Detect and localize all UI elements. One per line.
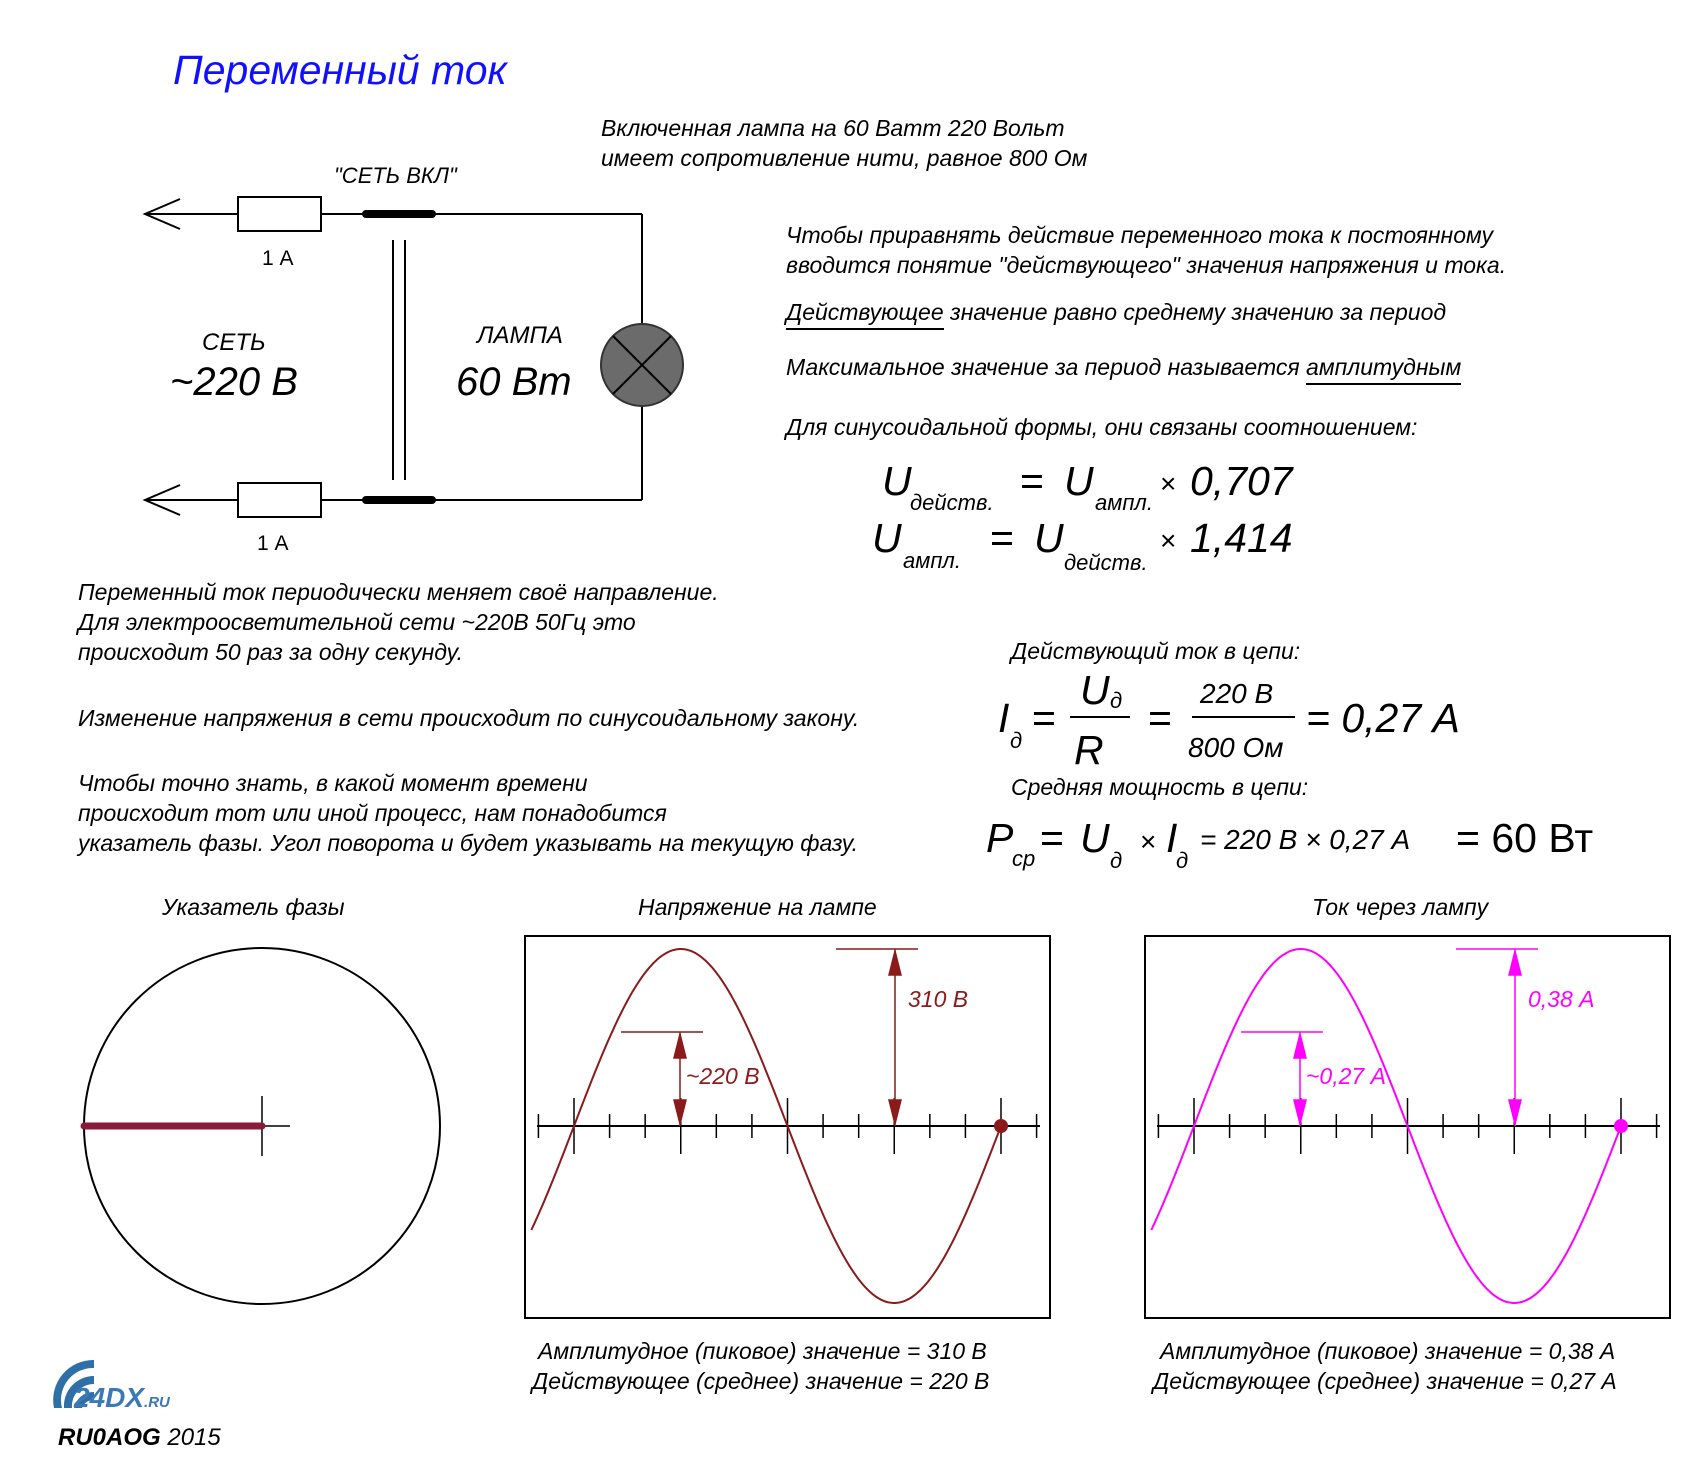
current-caption1: Амплитудное (пиковое) значение = 0,38 А <box>1160 1338 1616 1364</box>
current-den: 800 Ом <box>1188 732 1284 763</box>
current-r: R <box>1074 727 1104 773</box>
author-line <box>58 1426 221 1450</box>
ac-line7: указатель фазы. Угол поворота и будет указывать на текущую фазу. <box>78 830 859 856</box>
power-u-sub: д <box>1110 848 1123 873</box>
page-title: Переменный ток <box>173 47 507 93</box>
power-times: × <box>1140 826 1157 857</box>
fuse-top-label: 1 А <box>262 247 294 270</box>
logo-name: 24DX <box>74 1382 145 1413</box>
power-i: I <box>1166 815 1178 861</box>
fuse-bottom-label: 1 А <box>257 532 289 555</box>
formula2-times: × <box>1160 525 1177 556</box>
ac-line6: происходит тот или иной процесс, нам понадобится <box>78 800 667 826</box>
voltage-amp-label: 310 В <box>908 986 969 1012</box>
formula2-u: U <box>872 515 902 561</box>
voltage-chart-title: Напряжение на лампе <box>638 894 877 920</box>
formula1-times: × <box>1160 468 1177 499</box>
formula1-eq: = <box>1020 458 1044 504</box>
author-callsign: RU0AOG <box>58 1424 161 1451</box>
formula1-sub-amp: ампл. <box>1095 490 1153 515</box>
voltage-rms-label: ~220 В <box>686 1063 760 1089</box>
current-label: Действующий ток в цепи: <box>1011 638 1301 664</box>
current-i-sub: д <box>1010 728 1023 753</box>
power-label: Средняя мощность в цепи: <box>1011 774 1309 800</box>
current-amp-label: 0,38 А <box>1528 986 1595 1012</box>
effective-line2: вводится понятие "действующего" значения напряжения и тока. <box>786 252 1507 278</box>
formula1-sub-eff: действ. <box>910 490 994 515</box>
power-p-sub: ср <box>1012 846 1036 871</box>
current-u: U <box>1080 667 1110 713</box>
current-chart-title: Ток через лампу <box>1312 894 1489 920</box>
switch-label: "СЕТЬ ВКЛ" <box>334 163 457 188</box>
power-p: P <box>986 815 1014 861</box>
current-u-sub: д <box>1110 688 1123 713</box>
voltage-caption1: Амплитудное (пиковое) значение = 310 В <box>538 1338 987 1364</box>
formula2-sub-eff: действ. <box>1064 550 1148 575</box>
ac-line2: Для электроосветительной сети ~220В 50Гц это <box>78 609 636 635</box>
logo-domain: .RU <box>144 1394 170 1411</box>
mains-label: СЕТЬ <box>202 329 266 356</box>
voltage-caption2: Действующее (среднее) значение = 220 В <box>532 1368 990 1394</box>
formula2-sub-amp: ампл. <box>903 548 961 573</box>
ac-line4: Изменение напряжения в сети происходит по синусоидальному закону. <box>78 705 860 731</box>
ac-line1: Переменный ток периодически меняет своё направление. <box>78 579 719 605</box>
formula1-k: 0,707 <box>1190 458 1293 504</box>
power-u: U <box>1080 815 1110 861</box>
formula2-k: 1,414 <box>1190 515 1293 561</box>
sin-relation-text: Для синусоидальной формы, они связаны соотношением: <box>786 414 1418 440</box>
mains-voltage: ~220 В <box>170 360 298 404</box>
logo-text <box>74 1384 170 1412</box>
formula2-u2: U <box>1034 515 1064 561</box>
lamp-label: ЛАМПА <box>477 322 563 349</box>
intro-line2: имеет сопротивление нити, равное 800 Ом <box>601 145 1088 171</box>
formula2-eq: = <box>990 515 1014 561</box>
effective-line1: Чтобы приравнять действие переменного тока к постоянному <box>786 222 1494 248</box>
current-result: = 0,27 А <box>1306 695 1460 741</box>
phasor-title: Указатель фазы <box>162 894 345 920</box>
formula1-u2: U <box>1064 458 1094 504</box>
current-num: 220 В <box>1200 678 1274 709</box>
power-eq: = <box>1040 815 1064 861</box>
current-eq2: = <box>1148 695 1172 741</box>
ac-line5: Чтобы точно знать, в какой момент времени <box>78 770 588 796</box>
current-i: I <box>998 695 1010 741</box>
lamp-power: 60 Вт <box>456 360 572 404</box>
effective-word: Действующее <box>786 299 944 330</box>
ac-line3: происходит 50 раз за одну секунду. <box>78 639 464 665</box>
effective-def-rest: значение равно среднему значению за период <box>943 299 1447 325</box>
max-text: Максимальное значение за период называется <box>786 354 1307 380</box>
power-i-sub: д <box>1176 848 1189 873</box>
author-year: 2015 <box>160 1424 221 1451</box>
current-rms-label: ~0,27 А <box>1306 1063 1386 1089</box>
current-eq1: = <box>1032 695 1056 741</box>
current-caption2: Действующее (среднее) значение = 0,27 А <box>1153 1368 1617 1394</box>
intro-line1: Включенная лампа на 60 Ватт 220 Вольт <box>601 115 1065 141</box>
power-calc: = 220 В × 0,27 А <box>1200 824 1411 855</box>
amplitude-word: амплитудным <box>1306 354 1461 385</box>
power-result: = 60 Вт <box>1456 815 1594 861</box>
formula1-u: U <box>882 458 912 504</box>
